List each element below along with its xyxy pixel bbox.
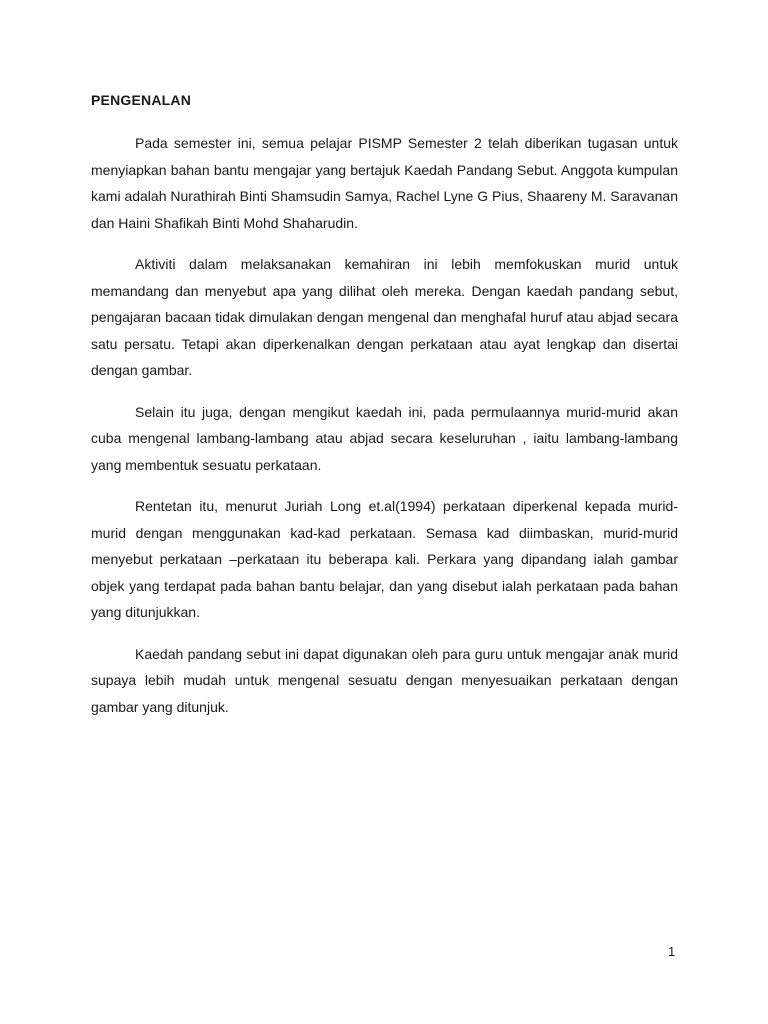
paragraph-1: Pada semester ini, semua pelajar PISMP Semester 2 telah diberikan tugasan untuk menyiapkan bahan bantu mengajar yang bertajuk Kaedah Pandang Sebut. Anggota kumpulan kami adalah Nurathirah Binti Shamsudin Samya, Rachel Lyne G Pius, Shaareny M. Saravanan dan Haini Shafikah Binti Mohd Shaharudin.: [91, 135, 679, 231]
document-page: [91, 92, 678, 735]
paragraph-4: Rentetan itu, menurut Juriah Long et.al(1994) perkataan diperkenal kepada murid-murid dengan menggunakan kad-kad perkataan. Semasa kad diimbaskan, murid-murid menyebut perkataan –perkataan itu beberapa kali. Perkara yang dipandang ialah gambar objek yang terdapat pada bahan bantu belajar, dan yang disebut ialah perkataan pada bahan yang ditunjukkan.: [91, 498, 678, 620]
paragraph-2: Aktiviti dalam melaksanakan kemahiran ini lebih memfokuskan murid untuk memandang dan menyebut apa yang dilihat oleh mereka. Dengan kaedah pandang sebut, pengajaran bacaan tidak dimulakan dengan mengenal dan menghafal huruf atau abjad secara satu persatu. Tetapi akan diperkenalkan dengan perkataan atau ayat lengkap dan disertai dengan gambar.: [91, 256, 678, 378]
page-number: 1: [668, 944, 676, 959]
paragraph-5: Kaedah pandang sebut ini dapat digunakan oleh para guru untuk mengajar anak murid supaya lebih mudah untuk mengenal sesuatu dengan menyesuaikan perkataan dengan gambar yang ditunjuk.: [91, 645, 678, 715]
paragraph-3: Selain itu juga, dengan mengikut kaedah ini, pada permulaannya murid-murid akan cuba mengenal lambang-lambang atau abjad secara keseluruhan , iaitu lambang-lambang yang membentuk sesuatu perkataan.: [91, 403, 678, 473]
section-heading: PENGENALAN: [91, 92, 192, 108]
